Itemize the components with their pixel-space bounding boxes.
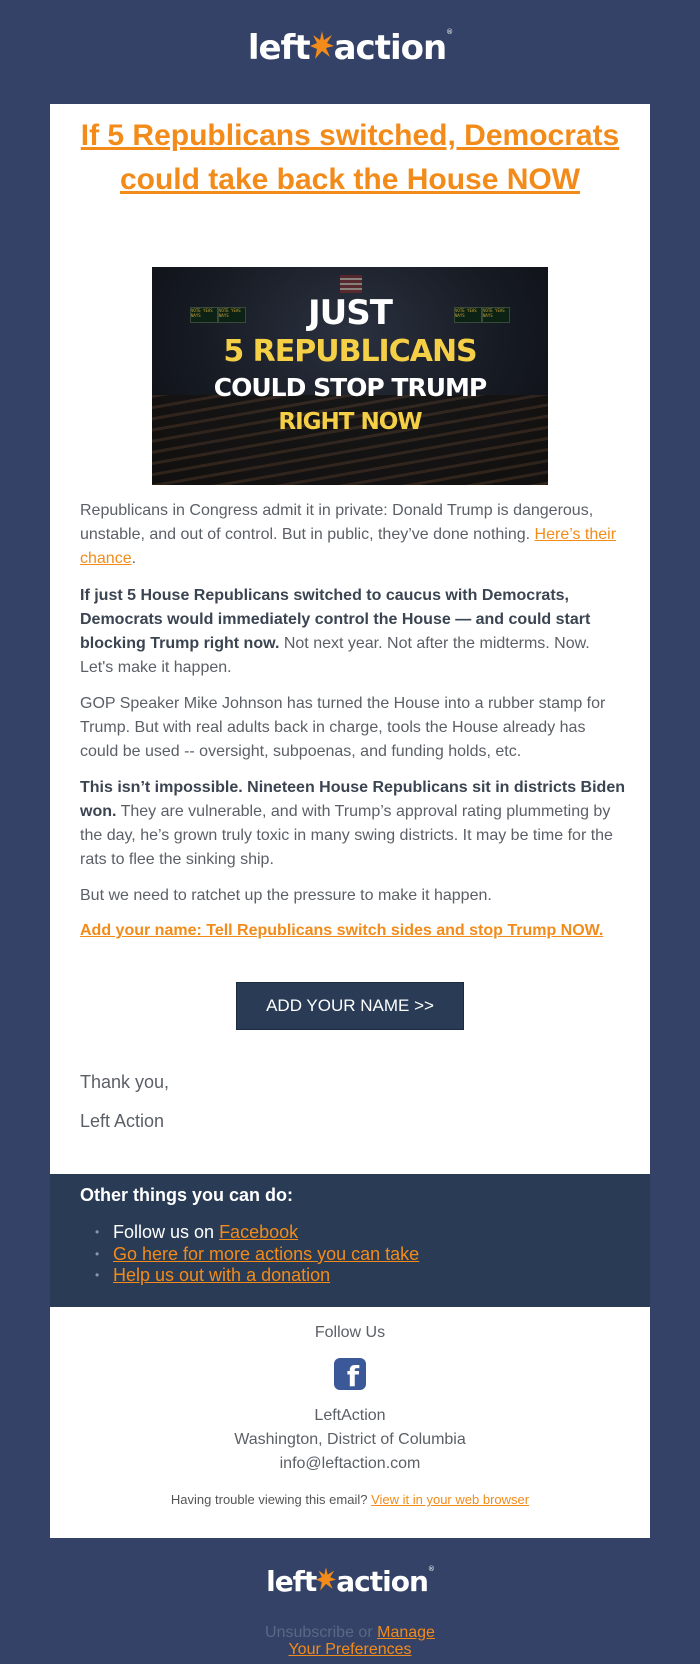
donation-link[interactable]: Help us out with a donation xyxy=(113,1265,331,1285)
other-things-list xyxy=(80,1222,419,1287)
logo-part2: action xyxy=(333,28,447,68)
hero-line-3: COULD STOP TRUMP xyxy=(213,373,487,402)
org-email: info@leftaction.com xyxy=(279,1455,421,1472)
paragraph-4-text: They are vulnerable, and with Trump’s approval rating plummeting by the day, he’s grown truly toxic in many swing districts. It may be time for the rats to flee the sinking ship. xyxy=(80,803,613,868)
signoff-thanks: Thank you, xyxy=(80,1072,170,1092)
vote-board-left-2: VOTE YEAS NAYS xyxy=(218,307,246,323)
burst-icon xyxy=(316,1565,336,1598)
headline-link[interactable]: If 5 Republicans switched, Democrats could take back the House NOW xyxy=(80,119,620,196)
list-item xyxy=(80,1265,419,1287)
vote-board-right: VOTE YEAS NAYS xyxy=(454,307,482,323)
trouble-viewing xyxy=(50,1492,650,1507)
hero-image[interactable] xyxy=(152,267,548,485)
facebook-icon[interactable]: f xyxy=(334,1358,366,1390)
top-logo[interactable] xyxy=(0,28,700,68)
unsubscribe-link[interactable]: Unsubscribe xyxy=(265,1624,354,1641)
paragraph-3: GOP Speaker Mike Johnson has turned the House into a rubber stamp for Trump. But with real adults back in charge, tools the House already has could be used -- oversight, subpoenas, and funding holds, etc. xyxy=(80,695,606,760)
paragraph-1-end: . xyxy=(131,550,137,567)
org-location: Washington, District of Columbia xyxy=(234,1431,466,1448)
paragraph-4 xyxy=(80,776,625,872)
trouble-text: Having trouble viewing this email? xyxy=(170,1492,372,1507)
hero-line-2: 5 REPUBLICANS xyxy=(223,334,477,369)
burst-icon xyxy=(310,28,334,68)
list-item xyxy=(80,1244,419,1266)
paragraph-2 xyxy=(80,584,625,680)
facebook-link[interactable]: Facebook xyxy=(219,1222,299,1242)
footer-links xyxy=(250,1624,450,1658)
preferences-link[interactable]: Your Preferences xyxy=(288,1641,412,1658)
other-things-title: Other things you can do: xyxy=(80,1185,294,1205)
follow-us-label: Follow Us xyxy=(314,1324,386,1341)
registered-mark-bottom: ® xyxy=(427,1565,434,1573)
add-your-name-button[interactable]: ADD YOUR NAME >> xyxy=(236,982,464,1030)
paragraph-1-text: Republicans in Congress admit it in private: Donald Trump is dangerous, unstable, and out of control. But in public, they’ve done nothing. xyxy=(80,502,594,543)
signoff-name: Left Action xyxy=(80,1111,165,1131)
manage-link[interactable]: Manage xyxy=(377,1624,435,1641)
more-actions-link[interactable]: Go here for more actions you can take xyxy=(113,1243,420,1264)
hero-line-4: RIGHT NOW xyxy=(278,409,422,435)
vote-board-left: VOTE YEAS NAYS xyxy=(190,307,218,323)
bottom-logo[interactable] xyxy=(0,1565,700,1598)
paragraph-1 xyxy=(80,499,625,571)
paragraph-5: But we need to ratchet up the pressure to make it happen. xyxy=(80,887,492,904)
paragraph-4-bold: This isn’t impossible. Nineteen House Republicans sit in districts Biden won. xyxy=(80,779,625,820)
logo-part2-bottom: action xyxy=(336,1565,428,1598)
vote-board-right-2: VOTE YEAS NAYS xyxy=(482,307,510,323)
logo-part1: left xyxy=(247,28,310,68)
logo-part1-bottom: left xyxy=(266,1565,317,1598)
view-in-browser-link[interactable]: View it in your web browser xyxy=(371,1492,530,1507)
hero-line-1: JUST xyxy=(308,293,392,333)
registered-mark: ® xyxy=(446,28,453,36)
or-text: or xyxy=(353,1624,378,1641)
flag-graphic xyxy=(340,275,362,293)
heres-their-chance-link[interactable]: Here’s their chance xyxy=(80,526,617,567)
paragraph-2-bold: If just 5 House Republicans switched to caucus with Democrats, Democrats would immediately control the House — and could start blocking Trump right now. xyxy=(80,587,591,652)
add-your-name-link[interactable]: Add your name: Tell Republicans switch sides and stop Trump NOW. xyxy=(80,922,604,939)
org-name: LeftAction xyxy=(314,1407,386,1424)
follow-us-text: Follow us on xyxy=(113,1222,220,1242)
paragraph-2-text: Not next year. Not after the midterms. Now. Let's make it happen. xyxy=(80,635,590,676)
list-item xyxy=(80,1222,419,1244)
